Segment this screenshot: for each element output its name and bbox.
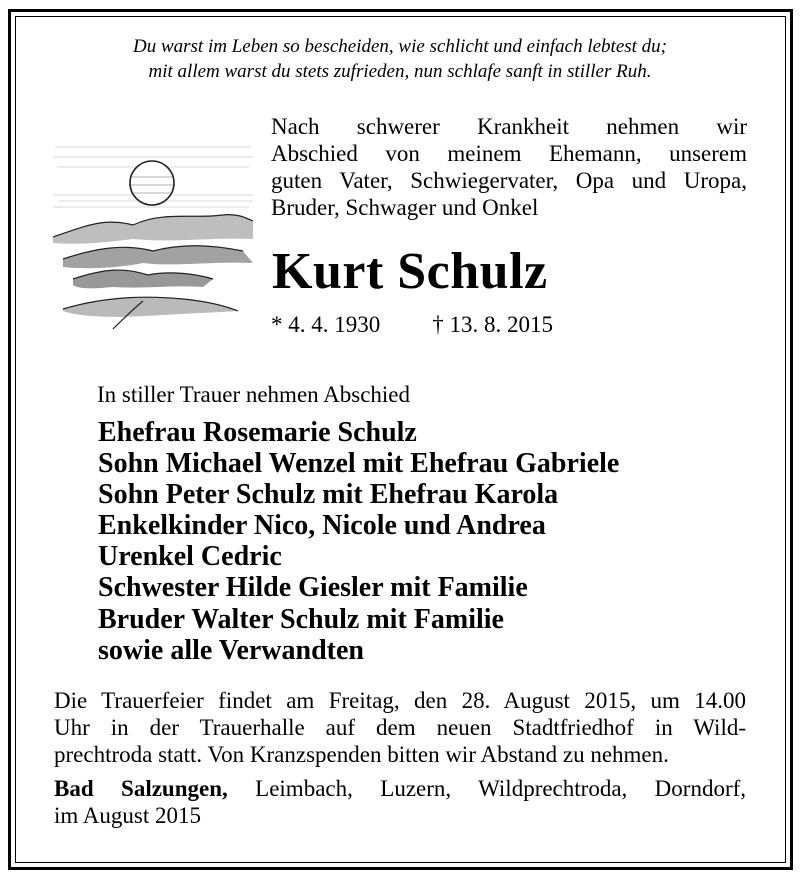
survivor-entry: Enkelkinder Nico, Nicole und Andrea bbox=[98, 510, 546, 542]
funeral-line: Die Trauerfeier findet am Freitag, den 28. August 2015, um 14.00 bbox=[54, 688, 746, 713]
death-date: † 13. 8. 2015 bbox=[432, 312, 553, 337]
place-and-date bbox=[54, 775, 746, 829]
survivor-entry: Schwester Hilde Giesler mit Familie bbox=[98, 572, 528, 604]
survivor-entry: sowie alle Verwandten bbox=[98, 634, 364, 666]
survivors-list bbox=[98, 417, 619, 666]
poem-line-1: Du warst im Leben so bescheiden, wie schlicht und einfach lebtest du; bbox=[132, 36, 668, 57]
intro-line: Bruder, Schwager und Onkel bbox=[271, 195, 539, 220]
places-line bbox=[54, 775, 746, 802]
survivor-entry: Sohn Peter Schulz mit Ehefrau Karola bbox=[98, 479, 559, 511]
intro-line: Nach schwerer Krankheit nehmen wir bbox=[271, 114, 747, 139]
landscape-sketch-image bbox=[53, 139, 253, 333]
other-places: Leimbach, Luzern, Wildprechtroda, Dorndorf, bbox=[227, 776, 747, 801]
notice-date: im August 2015 bbox=[54, 803, 201, 828]
poem bbox=[0, 34, 800, 84]
survivor-entry: Ehefrau Rosemarie Schulz bbox=[98, 417, 417, 448]
intro-text bbox=[271, 113, 747, 221]
survivor-entry: Sohn Michael Wenzel mit Ehefrau Gabriele bbox=[98, 448, 620, 480]
survivor-entry: Urenkel Cedric bbox=[98, 541, 282, 573]
funeral-line: Uhr in der Trauerhalle auf dem neuen Stadtfriedhof in Wild- bbox=[54, 715, 746, 740]
intro-line: Abschied von meinem Ehemann, unserem bbox=[271, 141, 747, 166]
main-city: Bad Salzungen, bbox=[54, 776, 228, 801]
deceased-name: Kurt Schulz bbox=[272, 243, 548, 300]
mourning-intro: In stiller Trauer nehmen Abschied bbox=[97, 382, 411, 407]
funeral-line: prechtroda statt. Von Kranzspenden bitten wir Abstand zu nehmen. bbox=[54, 742, 669, 767]
funeral-info bbox=[54, 687, 746, 768]
poem-line-2: mit allem warst du stets zufrieden, nun schlafe sanft in stiller Ruh. bbox=[148, 61, 652, 82]
survivor-entry: Bruder Walter Schulz mit Familie bbox=[98, 603, 504, 635]
intro-line: guten Vater, Schwiegervater, Opa und Uropa, bbox=[271, 168, 747, 193]
life-dates bbox=[271, 311, 553, 339]
birth-date: * 4. 4. 1930 bbox=[271, 312, 381, 337]
